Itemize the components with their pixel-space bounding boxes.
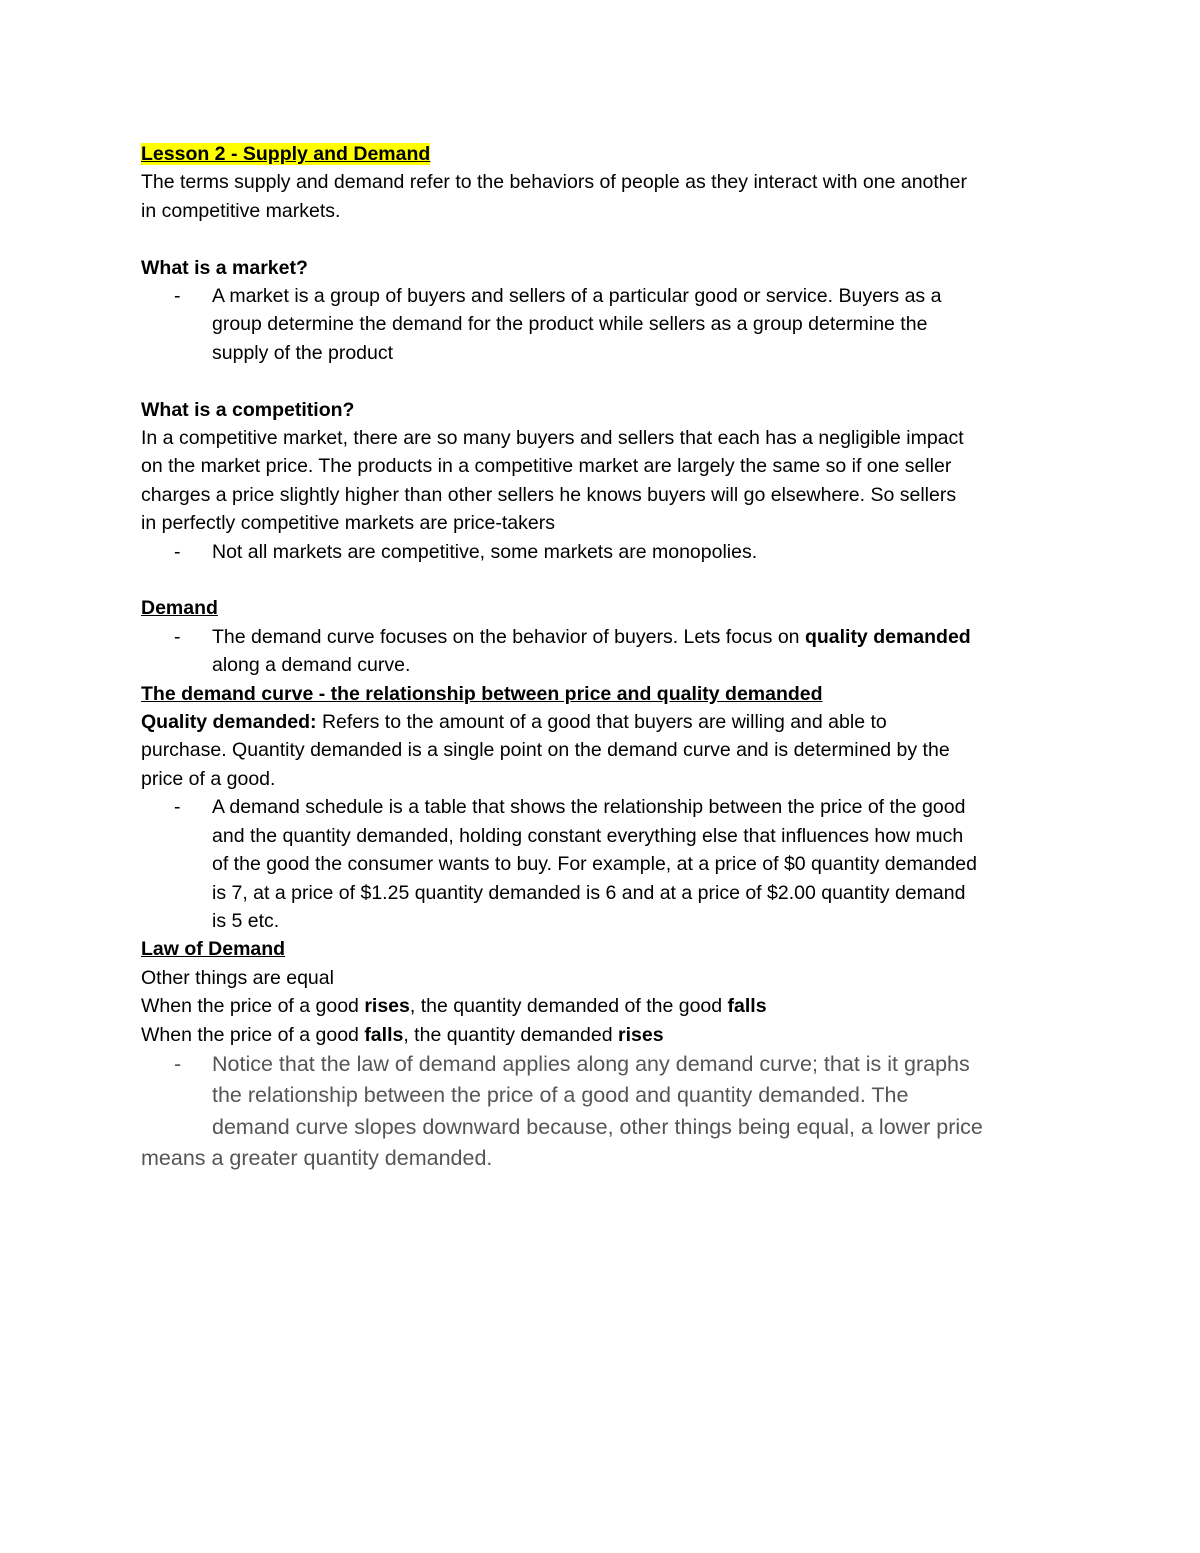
quality-demanded-line-2: purchase. Quantity demanded is a single point on the demand curve and is determined by the [141,739,950,762]
law-note-line-3: demand curve slopes downward because, other things being equal, a lower price [212,1114,983,1139]
law-heading: Law of Demand [141,938,286,961]
competition-line-2: on the market price. The products in a competitive market are largely the same so if one seller [141,455,952,478]
law-bold: rises [364,995,410,1018]
schedule-line-1: A demand schedule is a table that shows the relationship between the price of the good [212,796,966,819]
document-page [141,140,1071,1174]
competition-heading: What is a competition? [141,398,355,421]
competition-line-3: charges a price slightly higher than other sellers he knows buyers will go elsewhere. So sellers [141,483,957,506]
bullet-dash: - [174,285,181,308]
market-bullet-line-3: supply of the product [212,341,394,364]
demand-bullet [141,623,1071,680]
market-bullet [141,282,1071,367]
intro-line-2: in competitive markets. [141,199,341,222]
law-note-line-1: Notice that the law of demand applies along any demand curve; that is it graphs [212,1051,970,1076]
demand-bullet-text: The demand curve focuses on the behavior of buyers. Lets focus on [212,625,805,648]
law-line-2 [141,992,1071,1020]
market-bullet-line-1: A market is a group of buyers and sellers of a particular good or service. Buyers as a [212,285,942,308]
law-bold: falls [364,1023,404,1046]
law-bold: falls [727,995,767,1018]
market-heading: What is a market? [141,256,308,279]
competition-bullet-text: Not all markets are competitive, some markets are monopolies. [212,540,758,563]
law-note-tail: means a greater quantity demanded. [141,1145,493,1170]
lesson-title-line [141,140,1071,168]
bullet-dash: - [174,540,181,563]
schedule-line-4: is 7, at a price of $1.25 quantity demanded is 6 and at a price of $2.00 quantity demand [212,881,966,904]
law-text: When the price of a good [141,995,365,1018]
quality-demanded-text: Refers to the amount of a good that buyers are willing and able to [316,711,887,734]
demand-bullet-line-2: along a demand curve. [212,654,411,677]
bullet-dash: - [174,625,181,648]
schedule-line-5: is 5 etc. [212,909,280,932]
law-line-1: Other things are equal [141,966,334,989]
schedule-line-2: and the quantity demanded, holding constant everything else that influences how much [212,824,964,847]
quality-demanded-label: Quality demanded: [141,711,317,734]
law-note-line-2: the relationship between the price of a good and quantity demanded. The [212,1083,909,1108]
quality-demanded-line-1 [141,708,1071,736]
quality-demanded-line-3: price of a good. [141,767,276,790]
bullet-dash: - [174,796,181,819]
law-line-3 [141,1021,1071,1049]
competition-bullet [141,538,1071,566]
law-bold: rises [618,1023,664,1046]
intro-line-1: The terms supply and demand refer to the behaviors of people as they interact with one another [141,171,967,194]
law-text: , the quantity demanded [403,1023,618,1046]
lesson-title: Lesson 2 - Supply and Demand [141,143,431,165]
demand-curve-heading: The demand curve - the relationship between price and quality demanded [141,682,823,705]
competition-line-4: in perfectly competitive markets are price-takers [141,512,555,535]
demand-bullet-line-1 [212,623,1071,651]
law-text: When the price of a good [141,1023,365,1046]
market-bullet-line-2: group determine the demand for the product while sellers as a group determine the [212,313,928,336]
law-text: , the quantity demanded of the good [409,995,728,1018]
bullet-dash: - [174,1051,182,1076]
demand-bullet-bold: quality demanded [804,625,971,648]
schedule-line-3: of the good the consumer wants to buy. For example, at a price of $0 quantity demanded [212,853,977,876]
law-note-bullet [141,1049,1071,1143]
demand-heading: Demand [141,597,218,620]
competition-line-1: In a competitive market, there are so many buyers and sellers that each has a negligible impact [141,427,964,450]
demand-schedule-bullet [141,793,1071,935]
